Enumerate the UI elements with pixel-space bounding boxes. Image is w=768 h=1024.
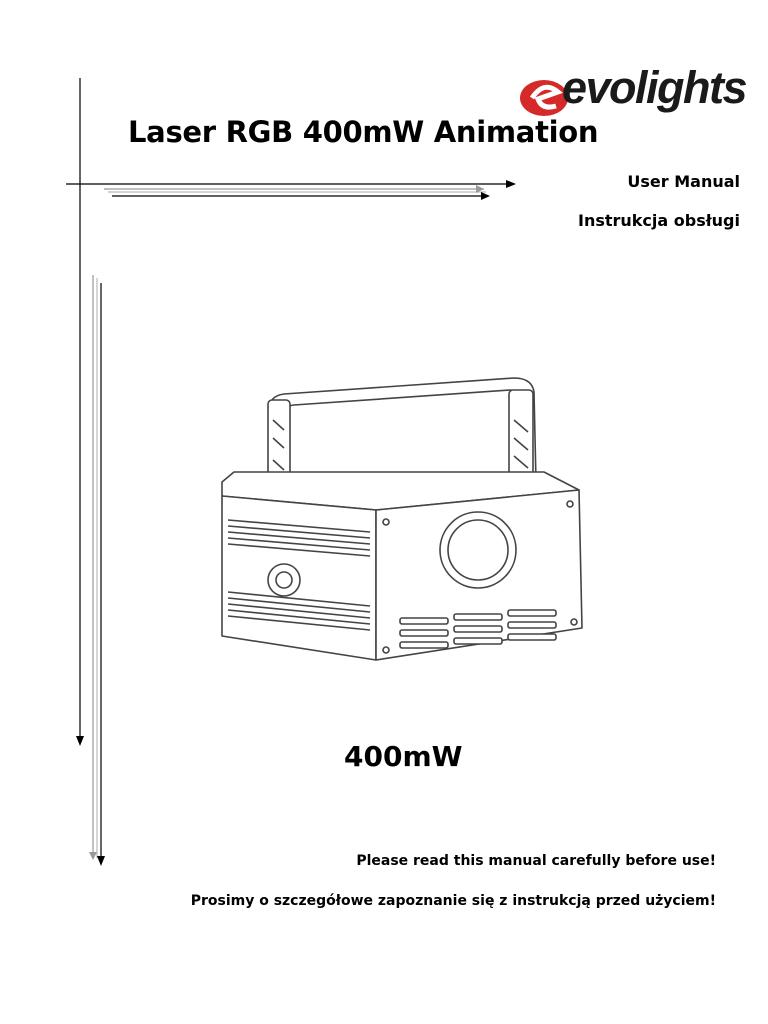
subtitle-english: User Manual	[627, 172, 740, 191]
brand-logo-text: evolights	[562, 62, 747, 113]
read-manual-note-english: Please read this manual carefully before use!	[356, 853, 716, 869]
subtitle-polish: Instrukcja obsługi	[577, 211, 740, 230]
laser-projector-illustration-icon	[214, 360, 598, 682]
power-rating: 400mW	[344, 740, 463, 773]
read-manual-note-polish: Prosimy o szczegółowe zapoznanie się z instrukcją przed użyciem!	[190, 893, 716, 909]
page-title: Laser RGB 400mW Animation	[128, 115, 599, 149]
